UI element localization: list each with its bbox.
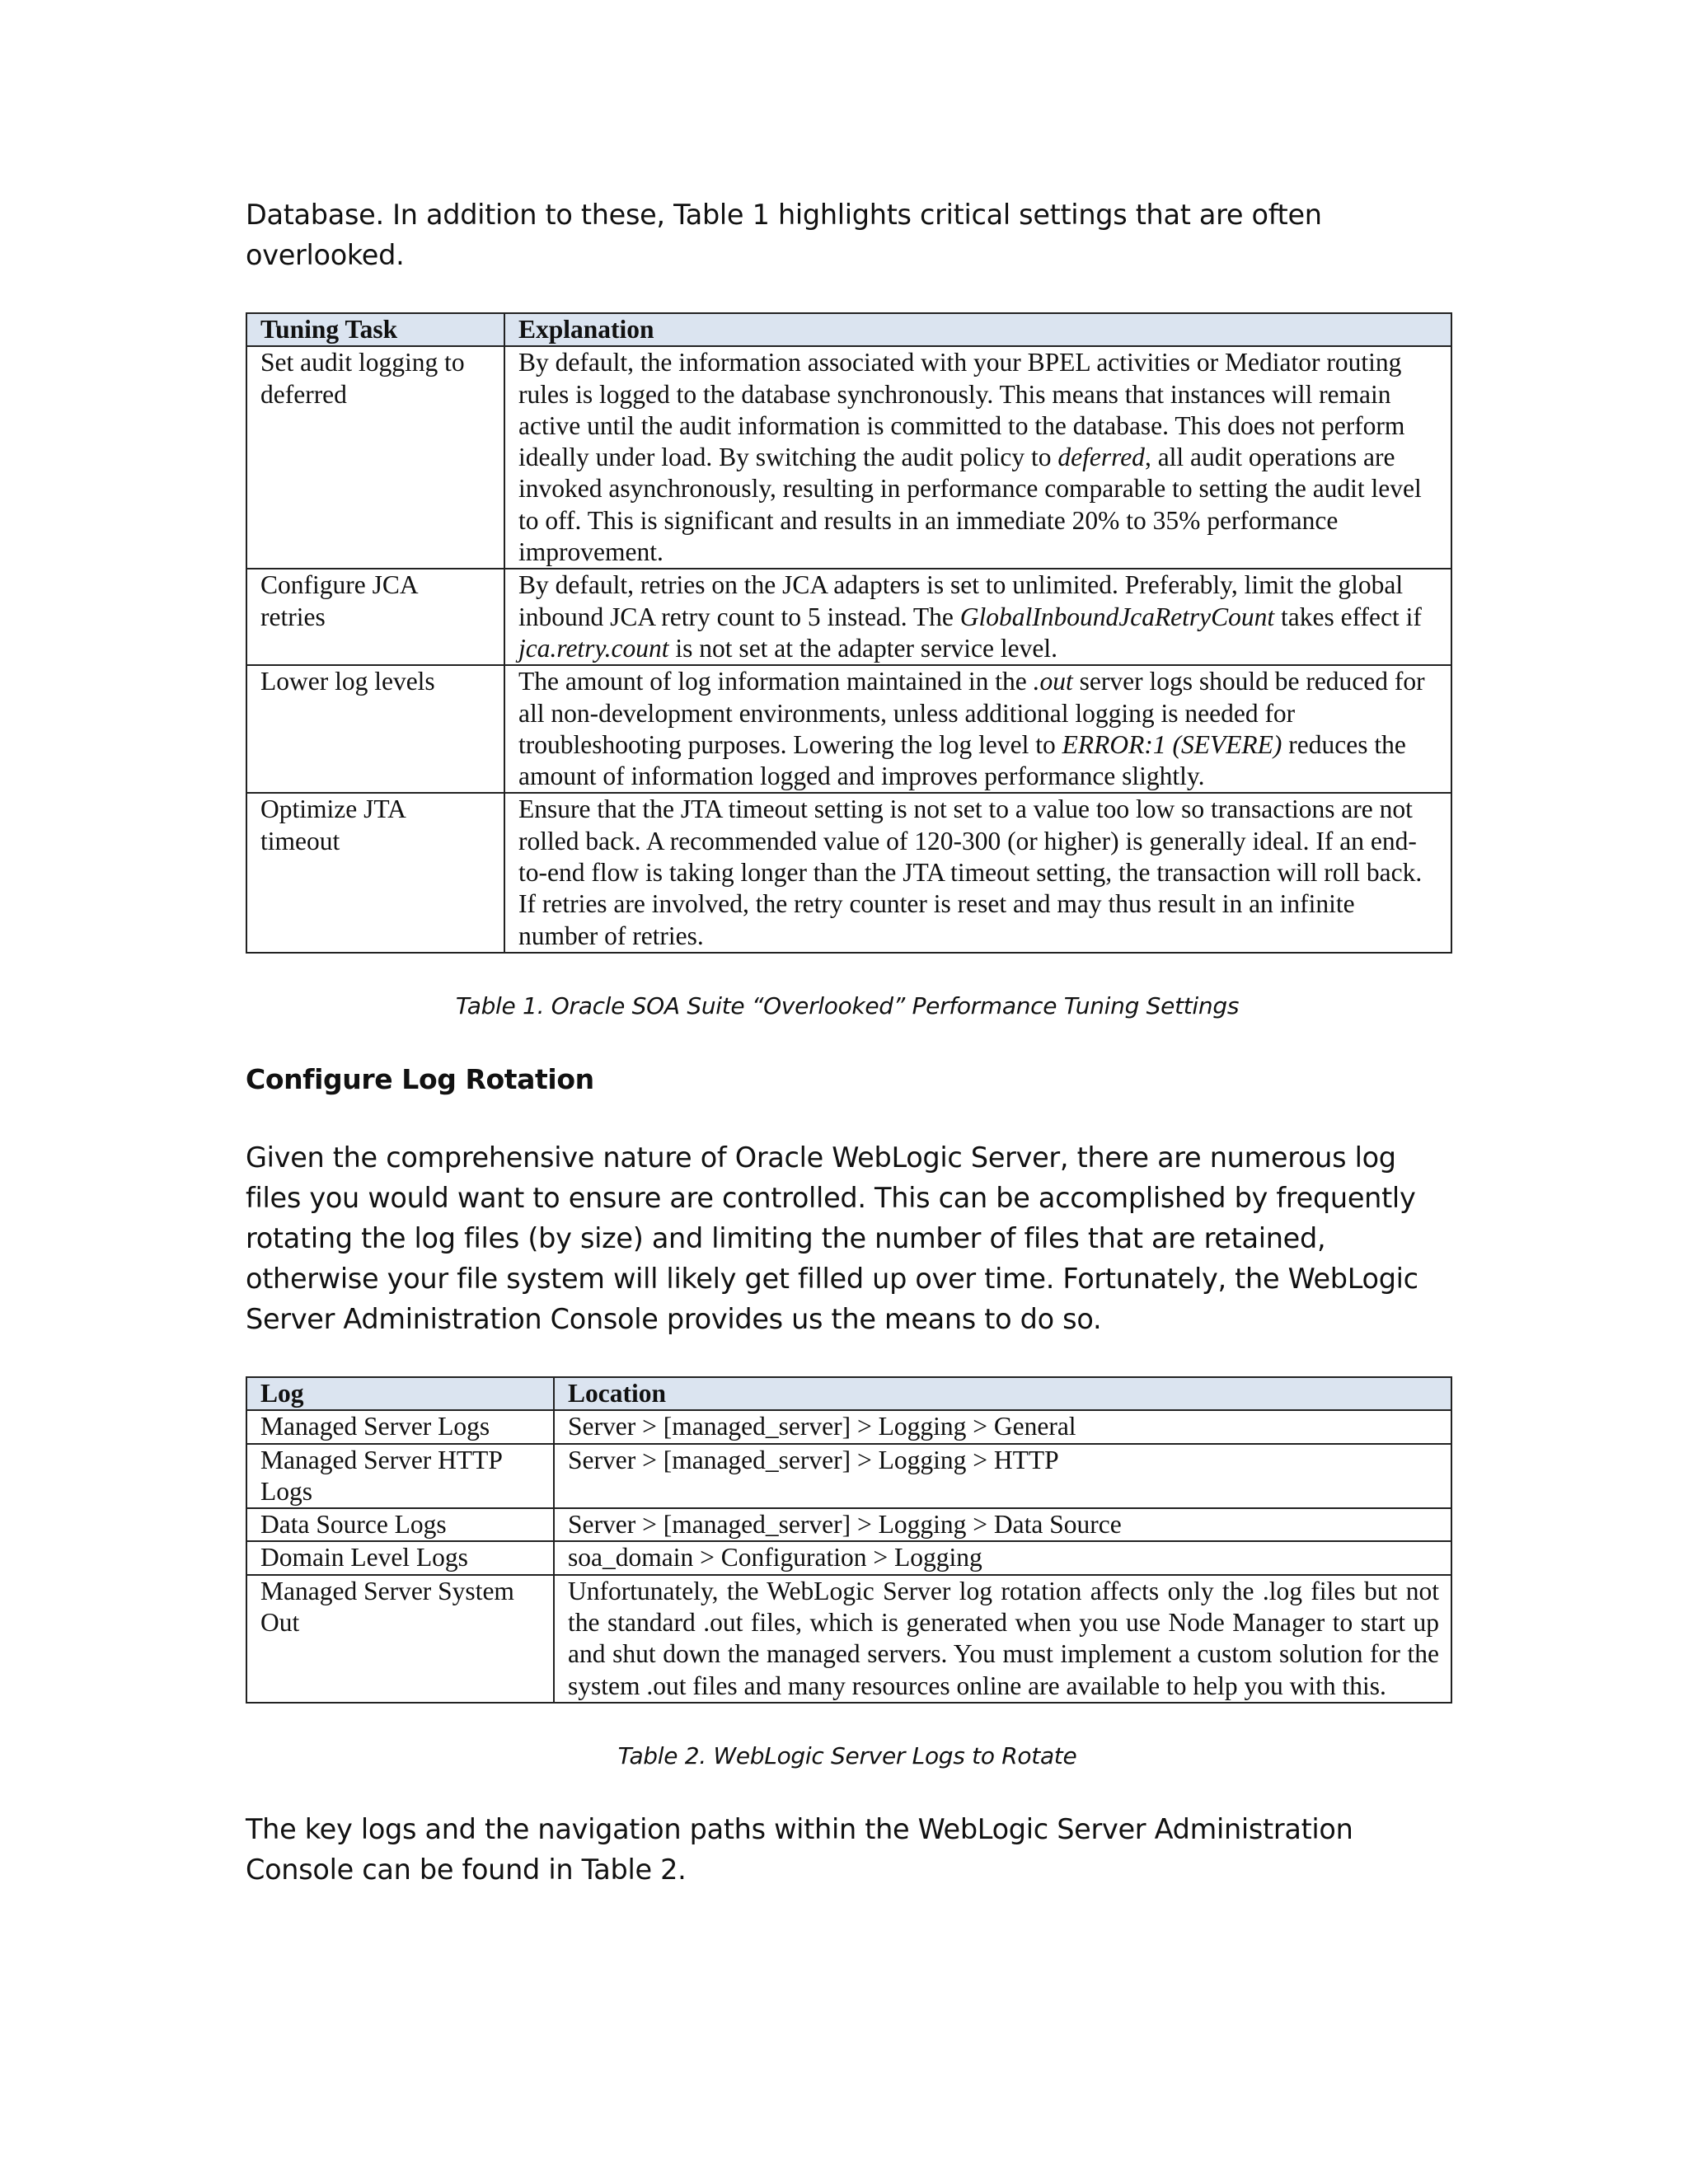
table-row <box>246 665 1451 793</box>
tuning-task-cell: Optimize JTA timeout <box>246 793 504 952</box>
table-header-row <box>246 1377 1451 1410</box>
intro-line: Database. In addition to these, Table 1 highlights critical settings that are often <box>246 199 1322 231</box>
log-name-cell: Managed Server System Out <box>246 1575 554 1703</box>
intro-paragraph <box>246 194 1449 275</box>
table-row <box>246 346 1451 569</box>
table-header-row <box>246 313 1451 346</box>
paragraph-line: rotating the log files (by size) and limiting the number of files that are retained, <box>246 1221 1326 1254</box>
paragraph-line: Given the comprehensive nature of Oracle WebLogic Server, there are numerous log <box>246 1141 1396 1174</box>
log-name-cell: Managed Server HTTP Logs <box>246 1444 554 1509</box>
tuning-table <box>246 312 1452 954</box>
column-header-explanation: Explanation <box>504 313 1451 346</box>
table-row <box>246 1541 1451 1574</box>
location-cell: Unfortunately, the WebLogic Server log rotation affects only the .log files but not the standard .out files, which is generated when you use Node Manager to start up and shut down the managed servers. You must implement a custom solution for the system .out files and many resources online are available to help you with this. <box>554 1575 1451 1703</box>
log-name-cell: Data Source Logs <box>246 1508 554 1541</box>
explanation-cell: By default, retries on the JCA adapters is set to unlimited. Preferably, limit the global inbound JCA retry count to 5 instead. The GlobalInboundJcaRetryCount takes effect if jca.retry.count is not set at the adapter service level. <box>504 569 1451 665</box>
paragraph-line: otherwise your file system will likely get filled up over time. Fortunately, the WebLogic <box>246 1262 1418 1295</box>
tuning-task-cell: Configure JCA retries <box>246 569 504 665</box>
location-cell: Server > [managed_server] > Logging > Data Source <box>554 1508 1451 1541</box>
section-heading: Configure Log Rotation <box>246 1062 594 1095</box>
location-cell: Server > [managed_server] > Logging > HTTP <box>554 1444 1451 1509</box>
table-caption: Table 2. WebLogic Server Logs to Rotate <box>617 1741 1077 1769</box>
location-cell: Server > [managed_server] > Logging > General <box>554 1410 1451 1443</box>
column-header-location: Location <box>554 1377 1451 1410</box>
table-caption: Table 1. Oracle SOA Suite “Overlooked” Performance Tuning Settings <box>455 991 1240 1019</box>
intro-line: overlooked. <box>246 239 405 271</box>
table-row <box>246 1508 1451 1541</box>
tuning-task-cell: Lower log levels <box>246 665 504 793</box>
page-content <box>246 194 1449 1890</box>
explanation-cell: The amount of log information maintained in the .out server logs should be reduced for all non-development environments, unless additional logging is needed for troubleshooting purposes. Lowering the log level to ERROR:1 (SEVERE) reduces the amount of information logged and improves performance slightly. <box>504 665 1451 793</box>
log-name-cell: Domain Level Logs <box>246 1541 554 1574</box>
column-header-log: Log <box>246 1377 554 1410</box>
log-locations-table <box>246 1376 1452 1704</box>
tuning-task-cell: Set audit logging to deferred <box>246 346 504 569</box>
section-paragraph <box>246 1137 1449 1339</box>
table-row <box>246 793 1451 952</box>
explanation-cell: By default, the information associated with your BPEL activities or Mediator routing rules is logged to the database synchronously. This means that instances will remain active until the audit information is committed to the database. This does not perform ideally under load. By switching the audit policy to deferred, all audit operations are invoked asynchronously, resulting in performance comparable to setting the audit level to off. This is significant and results in an immediate 20% to 35% performance improvement. <box>504 346 1451 569</box>
table-row <box>246 1444 1451 1509</box>
location-cell: soa_domain > Configuration > Logging <box>554 1541 1451 1574</box>
closing-line: Console can be found in Table 2. <box>246 1853 687 1886</box>
paragraph-line: files you would want to ensure are controlled. This can be accomplished by frequently <box>246 1181 1416 1214</box>
closing-paragraph <box>246 1809 1449 1890</box>
log-name-cell: Managed Server Logs <box>246 1410 554 1443</box>
paragraph-line: Server Administration Console provides us the means to do so. <box>246 1302 1102 1335</box>
table-row <box>246 1410 1451 1443</box>
closing-line: The key logs and the navigation paths within the WebLogic Server Administration <box>246 1812 1353 1845</box>
column-header-tuning-task: Tuning Task <box>246 313 504 346</box>
table-row <box>246 569 1451 665</box>
table-row <box>246 1575 1451 1703</box>
explanation-cell: Ensure that the JTA timeout setting is not set to a value too low so transactions are not rolled back. A recommended value of 120-300 (or higher) is generally ideal. If an end-to-end flow is taking longer than the JTA timeout setting, the transaction will roll back. If retries are involved, the retry counter is reset and may thus result in an infinite number of retries. <box>504 793 1451 952</box>
